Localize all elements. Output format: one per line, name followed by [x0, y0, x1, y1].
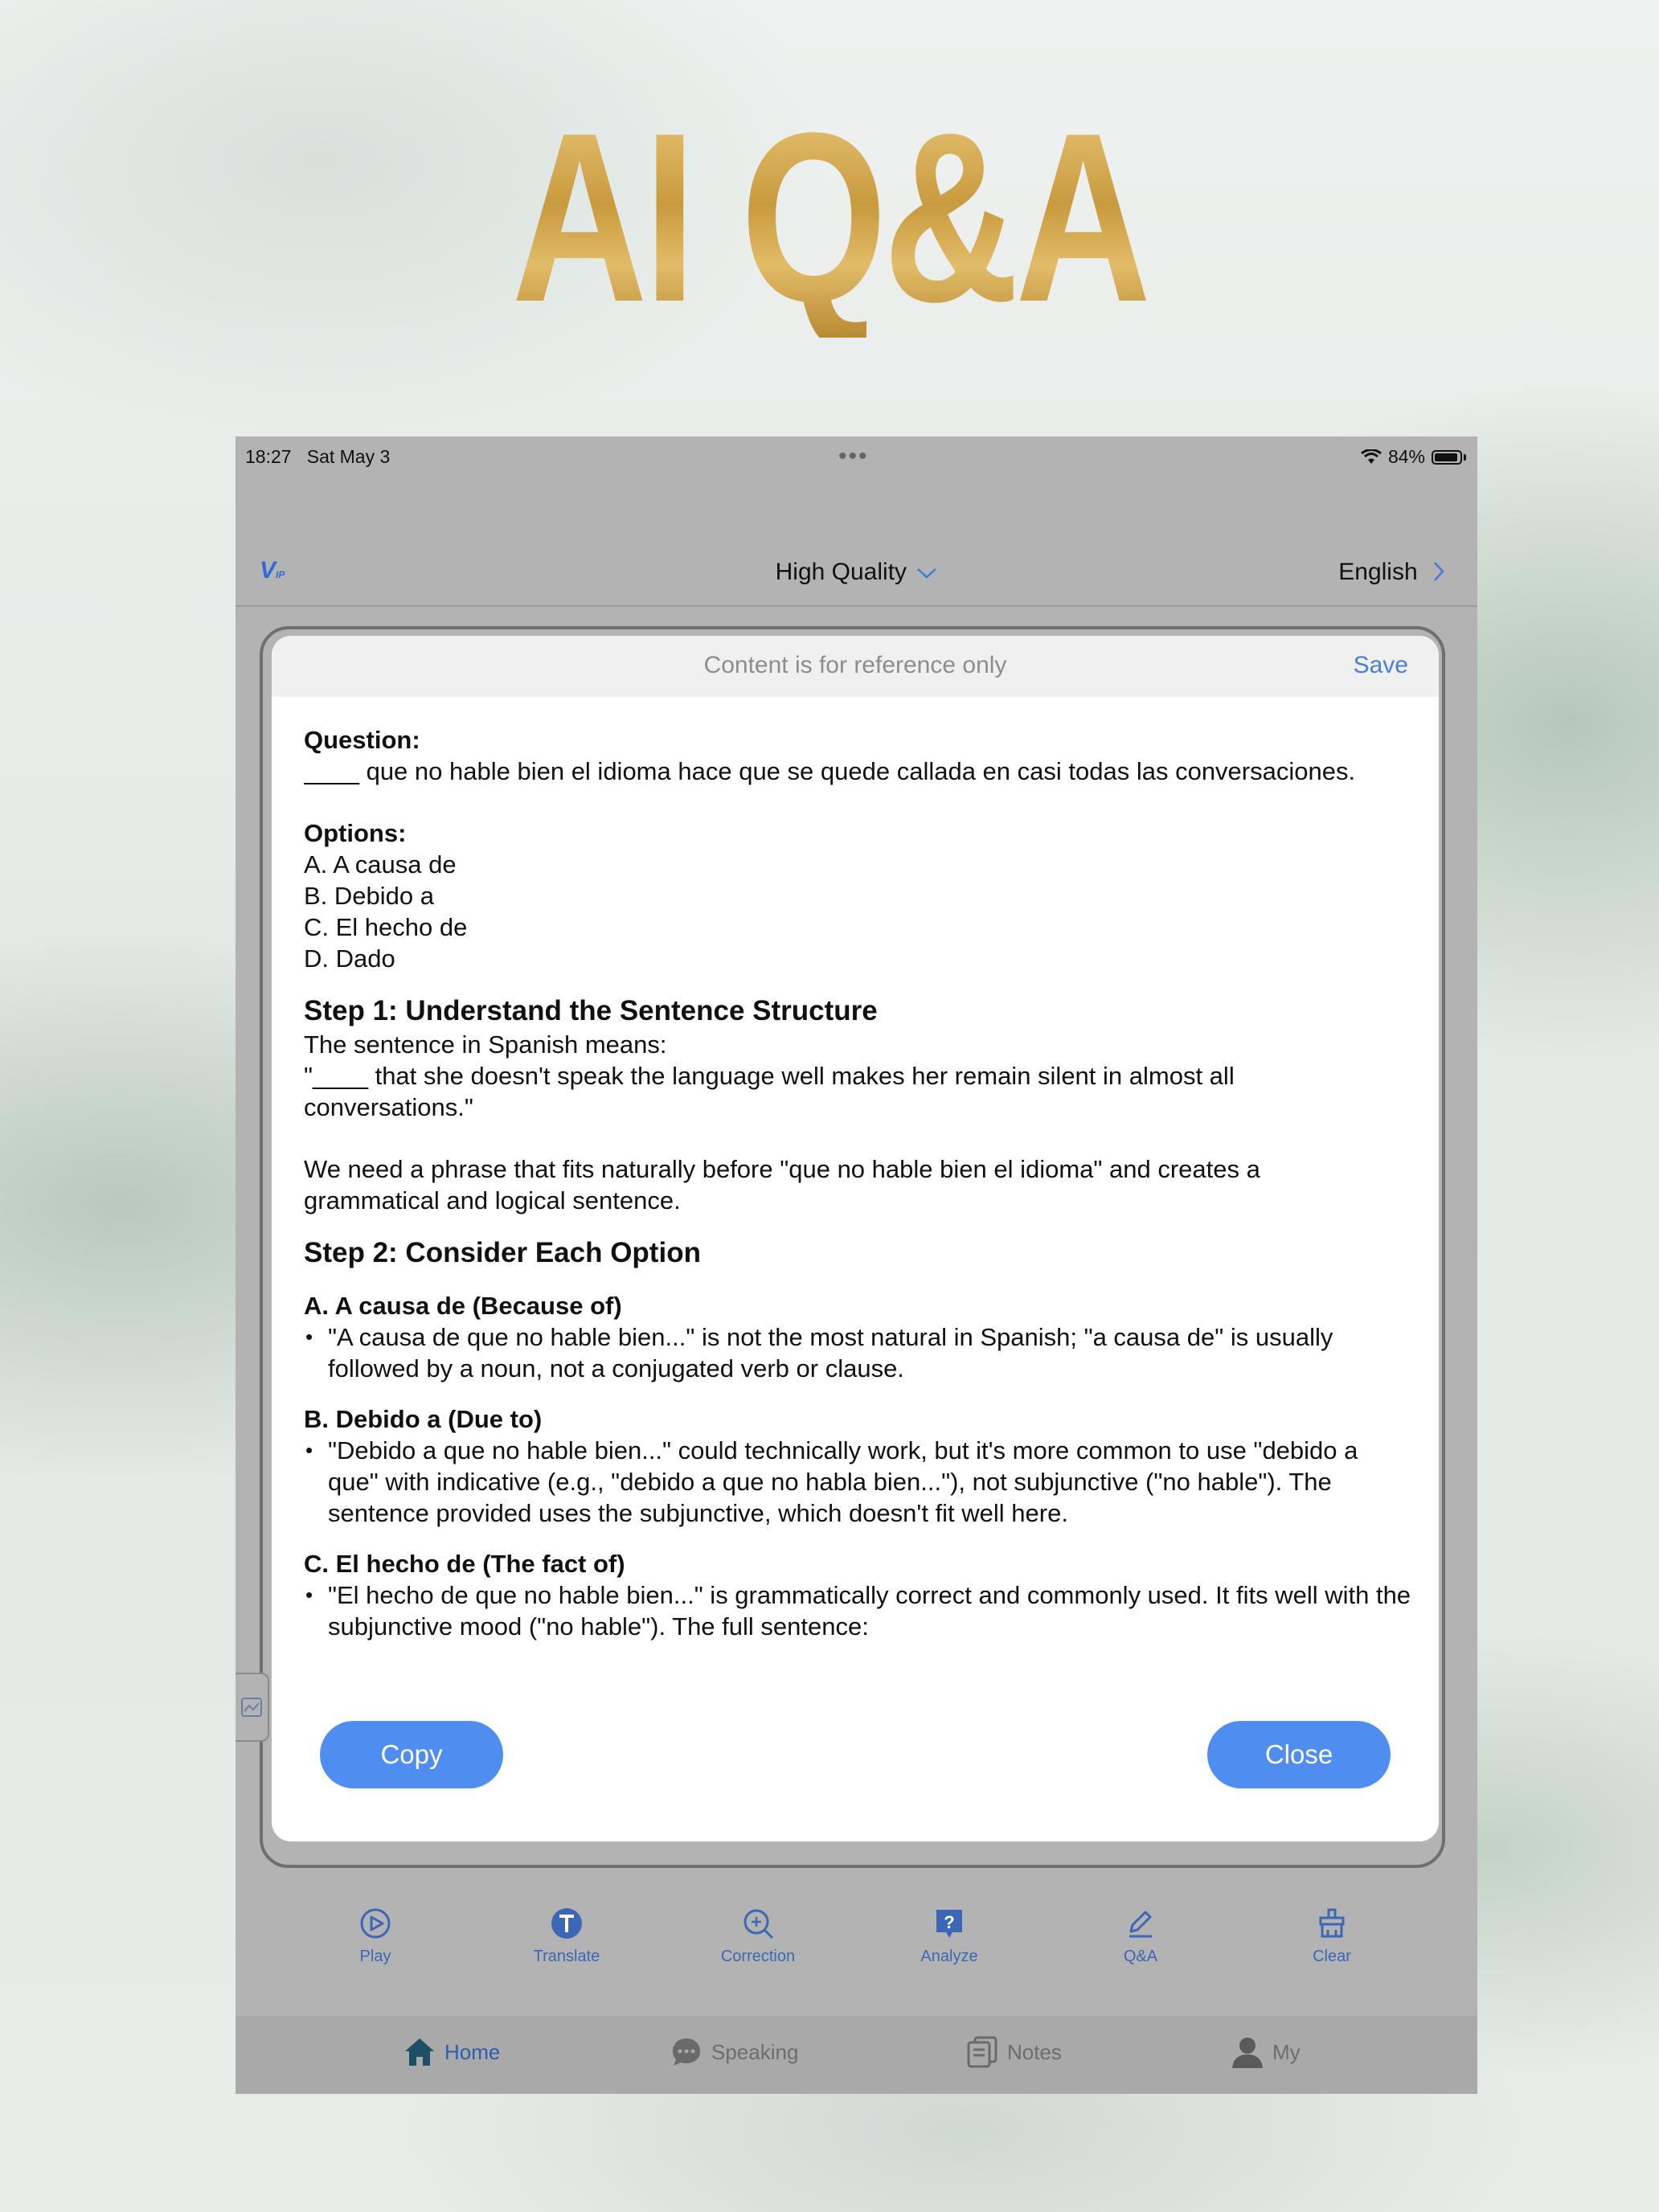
chevron-down-icon: [916, 567, 937, 580]
step1-line: The sentence in Spanish means:: [304, 1030, 667, 1059]
option-b-explanation: • "Debido a que no hable bien..." could technically work, but it's more common to use "debido a que" with indicative (e.g., "debido a que no habla bien..."), not subjunctive ("no hable"). The sentence provided uses the subjunctive, which doesn't fit well here.: [304, 1435, 1413, 1529]
option-c-explanation: • "El hecho de que no hable bien..." is grammatically correct and commonly used. It fits well with the subjunctive mood ("no hable"). The full sentence:: [304, 1579, 1413, 1642]
option-c: C. El hecho de: [304, 913, 468, 941]
quality-selector[interactable]: [236, 559, 1477, 586]
status-indicators: [1361, 446, 1466, 468]
reference-notice: Content is for reference only: [703, 652, 1007, 678]
copy-button[interactable]: Copy: [320, 1721, 503, 1788]
battery-nub: [1464, 454, 1466, 461]
translate-icon: [549, 1906, 584, 1941]
dialog-header: [272, 636, 1439, 697]
question-label: Question:: [304, 726, 420, 754]
tab-speaking-label: Speaking: [711, 2039, 799, 2064]
spacer: [304, 1216, 1413, 1235]
tool-qa-label: Q&A: [1123, 1948, 1158, 1965]
spacer: [304, 1529, 1413, 1548]
status-time-date: [245, 446, 390, 468]
image-scan-icon: [240, 1695, 263, 1719]
tab-speaking[interactable]: [670, 2035, 798, 2069]
battery-icon: [1432, 450, 1462, 465]
quality-label: High Quality: [775, 559, 907, 585]
side-image-tab[interactable]: [236, 1673, 269, 1742]
close-button[interactable]: Close: [1207, 1721, 1391, 1788]
step2-heading: Step 2: Consider Each Option: [304, 1237, 701, 1268]
correction-icon: [740, 1906, 776, 1941]
tab-my[interactable]: [1231, 2035, 1301, 2069]
tab-notes-label: Notes: [1007, 2039, 1062, 2064]
option-d: D. Dado: [304, 944, 395, 973]
qa-edit-icon: [1123, 1906, 1158, 1941]
option-a: A. A causa de: [304, 850, 457, 879]
option-b-heading: B. Debido a (Due to): [304, 1405, 543, 1433]
step1-heading: Step 1: Understand the Sentence Structure: [304, 995, 878, 1026]
tool-clear-label: Clear: [1313, 1948, 1351, 1965]
option-b: B. Debido a: [304, 882, 434, 910]
tool-translate-label: Translate: [533, 1948, 600, 1965]
spacer: [304, 787, 1413, 817]
top-navigation-bar: [236, 533, 1477, 607]
option-a-heading: A. A causa de (Because of): [304, 1292, 622, 1320]
multitasking-dots[interactable]: •••: [838, 443, 869, 469]
speaking-icon: [670, 2035, 703, 2069]
home-icon: [403, 2035, 436, 2069]
step1-explanation: We need a phrase that fits naturally before "que no hable bien el idioma" and creates a grammatical and logical sentence.: [304, 1155, 1260, 1215]
options-label: Options:: [304, 819, 407, 847]
analyze-icon: [932, 1906, 967, 1941]
ipad-screenshot: [236, 436, 1477, 2094]
battery-percent: 84%: [1387, 446, 1425, 467]
save-button[interactable]: Save: [1353, 652, 1408, 678]
chevron-right-icon: [1432, 561, 1445, 582]
spacer: [304, 1384, 1413, 1403]
option-c-heading: C. El hecho de (The fact of): [304, 1550, 625, 1578]
step1-translation: "____ that she doesn't speak the language well makes her remain silent in almost all conversations.": [304, 1062, 1235, 1121]
spacer: [304, 1271, 1413, 1290]
tab-home[interactable]: [403, 2035, 500, 2069]
tool-play-label: Play: [359, 1948, 391, 1965]
answer-content[interactable]: [304, 724, 1413, 1737]
wifi-icon: [1361, 449, 1382, 465]
tab-notes[interactable]: [965, 2035, 1062, 2069]
tool-correction-label: Correction: [720, 1948, 796, 1965]
play-icon: [358, 1906, 393, 1941]
notes-icon: [965, 2035, 999, 2069]
svg-text:?: ?: [944, 1912, 955, 1932]
option-a-explanation: • "A causa de que no hable bien..." is not the most natural in Spanish; "a causa de" is usually followed by a noun, not a conjugated verb or clause.: [304, 1321, 1413, 1384]
status-bar: [236, 436, 1477, 480]
status-time: 18:27: [245, 446, 292, 467]
tool-qa[interactable]: [1060, 1906, 1221, 1966]
status-date: Sat May 3: [306, 446, 391, 467]
tool-clear[interactable]: [1251, 1906, 1412, 1966]
tool-analyze-label: Analyze: [920, 1948, 978, 1965]
language-selector[interactable]: [1338, 559, 1445, 586]
vip-badge-letter: V: [260, 557, 276, 584]
tab-my-label: My: [1272, 2039, 1301, 2064]
hero-title: AI Q&A: [182, 96, 1477, 338]
tool-translate[interactable]: [486, 1906, 647, 1966]
tab-home-label: Home: [444, 2039, 501, 2064]
tool-analyze[interactable]: [869, 1906, 1030, 1966]
clear-broom-icon: [1314, 1906, 1350, 1941]
action-toolbar: [236, 1906, 1477, 1994]
spacer: [304, 1123, 1413, 1153]
vip-badge-subscript: IP: [276, 569, 285, 580]
tool-correction[interactable]: [678, 1906, 838, 1966]
ai-answer-dialog: [272, 636, 1439, 1841]
bottom-tab-bar: [236, 2016, 1477, 2094]
spacer: [304, 974, 1413, 993]
language-label: English: [1338, 559, 1418, 585]
question-text: ____ que no hable bien el idioma hace que se quede callada en casi todas las conversaciones.: [304, 757, 1356, 785]
tool-play[interactable]: [295, 1906, 456, 1966]
profile-icon: [1231, 2035, 1264, 2069]
